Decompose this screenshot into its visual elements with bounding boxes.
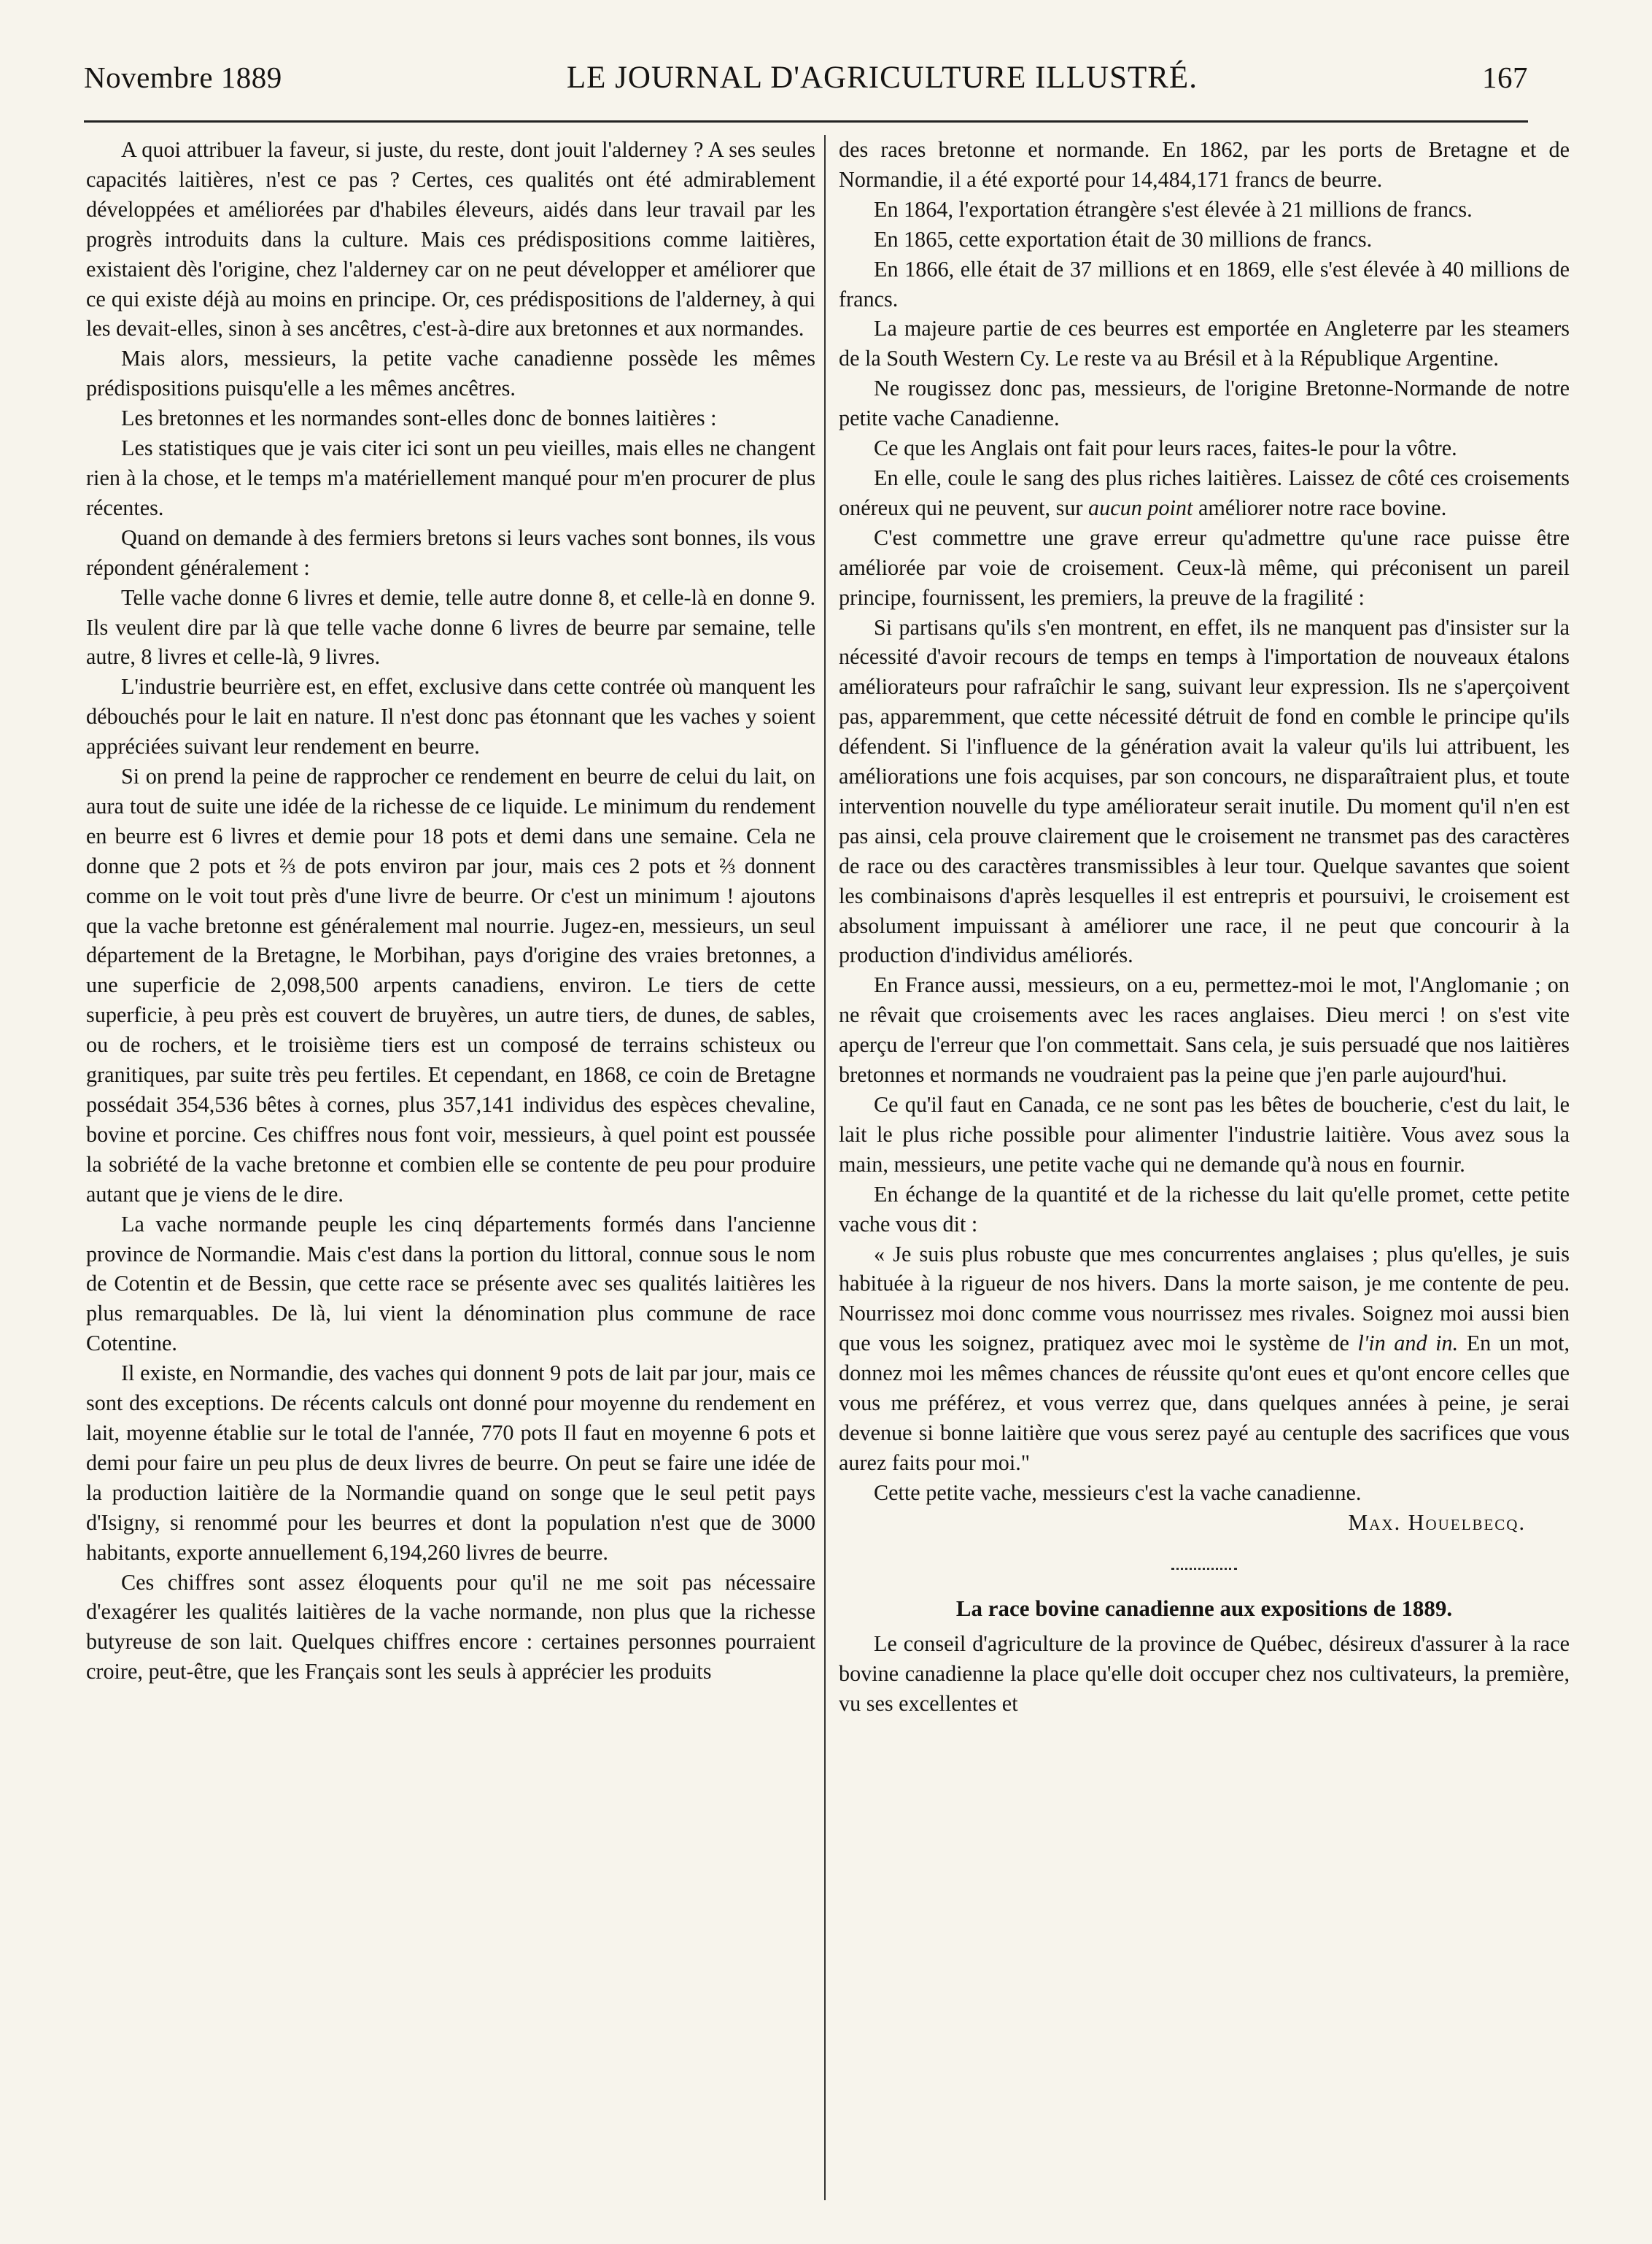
paragraph: En 1866, elle était de 37 millions et en 1869, elle s'est élevée à 40 millions de francs. — [839, 256, 1570, 312]
column-divider — [824, 135, 826, 2200]
text-run: En un mot, donnez moi les mêmes chances de réussite qu'ont eues et qu'ont encore celles que vous me préférez, et vous verrez que, dans quelques années à peine, je serai devenue si bonne laitière que vous serez payé au centuple des sacrifices que vous aurez faits pour moi." — [839, 1331, 1570, 1475]
emphasis: aucun point — [1088, 495, 1193, 520]
paragraph: Le conseil d'agriculture de la province de Québec, désireux d'assurer à la race bovine canadienne la place qu'elle doit occuper chez nos cultivateurs, la première, vu ses excellentes et — [839, 1631, 1570, 1717]
paragraph: Ce que les Anglais ont fait pour leurs races, faites-le pour la vôtre. — [874, 436, 1457, 461]
paragraph: Quand on demande à des fermiers bretons si leurs vaches sont bonnes, ils vous répondent généralement : — [86, 525, 815, 580]
paragraph: C'est commettre une grave erreur qu'admettre qu'une race puisse être améliorée par voie de croisement. Ceux-là même, qui préconisent un pareil principe, fournissent, les premiers, la preuve de la fragilité : — [839, 525, 1570, 610]
emphasis: l'in and in. — [1357, 1331, 1459, 1356]
paragraph: L'industrie beurrière est, en effet, exclusive dans cette contrée où manquent les débouchés pour le lait en nature. Il n'est donc pas étonnant que les vaches y soient appréciées suivant leur rendement en beurre. — [86, 674, 815, 759]
paragraph: Si partisans qu'ils s'en montrent, en effet, ils ne manquent pas d'insister sur la nécessité d'avoir recours de temps en temps à l'importation de nouveaux étalons améliorateurs pour rafraîchir le sang, suivant leur expression. Ils ne s'aperçoivent pas, apparemment, que cette nécessité détruit de fond en comble le principe qu'ils défendent. Si l'influence de la génération avait la valeur qu'ils lui attribuent, les améliorations une fois acquises, par son concours, ne disparaîtraient plus, et toute intervention nouvelle du type améliorateur serait inutile. Du moment qu'il n'en est pas ainsi, cela prouve clairement que le croisement ne transmet pas des caractères de race ou des caractères transmissibles à leur tour. Quelque savantes que soient les combinaisons d'après lesquelles il est entrepris et poursuivi, le croisement est absolument impuissant à améliorer une race, il ne peut que concourir à la production d'individus améliorés. — [839, 614, 1570, 968]
header-rule — [84, 120, 1528, 123]
right-column — [839, 135, 1570, 2200]
paragraph: Ces chiffres sont assez éloquents pour qu'il ne me soit pas nécessaire d'exagérer les qualités laitières de la vache normande, non plus que la richesse butyreuse de son lait. Quelques chiffres encore : certaines personnes pourraient croire, peut-être, que les Français sont les seuls à apprécier les produits — [86, 1569, 815, 1684]
paragraph: La vache normande peuple les cinq départements formés dans l'ancienne province de Normandie. Mais c'est dans la portion du littoral, connue sous le nom de Cotentin et de Bessin, que cette race se présente avec ses qualités laitières les plus remarquables. De là, lui vient la dénomination plus commune de race Cotentine. — [86, 1211, 815, 1356]
paragraph: En France aussi, messieurs, on a eu, permettez-moi le mot, l'Anglomanie ; on ne rêvait que croisements avec les races anglaises. Dieu merci ! on s'est vite aperçu de l'erreur que l'on commettait. Sans cela, je suis persuadé que nos laitières bretonnes et normands ne voudraient pas la peine que j'en parle aujourd'hui. — [839, 972, 1570, 1088]
paragraph: Il existe, en Normandie, des vaches qui donnent 9 pots de lait par jour, mais ce sont des exceptions. De récents calculs ont donné pour moyenne du rendement en lait, moyenne établie sur le total de l'année, 770 pots Il faut en moyenne 6 pots et demi pour faire un peu plus de deux livres de beurre. On peut se faire une idée de la production laitière de la Normandie quand on songe que le seul petit pays d'Isigny, si renommé pour les beurres et dont la population n'est que de 3000 habitants, exporte annuellement 6,194,260 livres de beurre. — [86, 1361, 815, 1565]
paragraph: Cette petite vache, messieurs c'est la vache canadienne. — [874, 1479, 1362, 1505]
paragraph: Si on prend la peine de rapprocher ce rendement en beurre de celui du lait, on aura tout de suite une idée de la richesse de ce liquide. Le minimum du rendement en beurre est 6 livres et demie pour 18 pots et demi dans une semaine. Cela ne donne que 2 pots et ⅔ de pots environ par jour, mais ces 2 pots et ⅔ donnent comme on le voit tout près d'une livre de beurre. Or c'est un minimum ! ajoutons que la vache bretonne est généralement mal nourrie. Jugez-en, messieurs, un seul département de la Bretagne, le Morbihan, pays d'origine des vraies bretonnes, a une superficie de 2,098,500 arpents canadiens, environ. Le tiers de cette superficie, à peu près est couvert de bruyères, un autre tiers, de dunes, de sables, ou de rochers, et le troisième tiers est un composé de terrains schisteux ou granitiques, par suite très peu fertiles. Et cependant, en 1868, ce coin de Bretagne possédait 354,536 bêtes à cornes, plus 357,141 individus des espèces chevaline, bovine et porcine. Ces chiffres nous font voir, messieurs, à quel point est poussée la sobriété de la vache bretonne et combien elle se contente de peu pour produire autant que je viens de le dire. — [86, 764, 815, 1207]
text-run: améliorer notre race bovine. — [1198, 495, 1447, 520]
header-date: Novembre 1889 — [84, 61, 282, 94]
paragraph — [839, 463, 1570, 523]
page-number: 167 — [1482, 61, 1528, 94]
paragraph: En 1865, cette exportation était de 30 millions de francs. — [874, 226, 1373, 252]
paragraph: Les bretonnes et les normandes sont-elles donc de bonnes laitières : — [121, 406, 717, 431]
paragraph: Mais alors, messieurs, la petite vache canadienne possède les mêmes prédispositions puisqu'elle a les mêmes ancêtres. — [86, 346, 815, 401]
paragraph: Ce qu'il faut en Canada, ce ne sont pas les bêtes de boucherie, c'est du lait, le lait le plus riche possible pour alimenter l'industrie laitière. Vous avez sous la main, messieurs, une petite vache qui ne demande qu'à nous en fournir. — [839, 1092, 1570, 1177]
page-header — [84, 60, 1528, 104]
paragraph: Telle vache donne 6 livres et demie, telle autre donne 8, et celle-là en donne 9. Ils veulent dire par là que telle vache donne 6 livres de beurre par semaine, telle autre, 8 livres et celle-là, 9 livres. — [86, 584, 815, 670]
paragraph: Les statistiques que je vais citer ici sont un peu vieilles, mais elles ne changent rien à la chose, et le temps m'a matériellement manqué pour m'en procurer de plus récentes. — [86, 436, 815, 520]
paragraph: A quoi attribuer la faveur, si juste, du reste, dont jouit l'alderney ? A ses seules capacités laitières, n'est ce pas ? Certes, ces qualités ont été admirablement développées et améliorées par d'habiles éleveurs, aidés dans leur travail par les progrès introduits dans la culture. Mais ces prédispositions comme laitières, existaient dès l'origine, chez l'alderney car on ne peut développer et améliorer que ce qui existe déjà au moins en principe. Or, ces prédispositions de l'alderney, à qui les devait-elles, sinon à ses ancêtres, c'est-à-dire aux bretonnes et aux normandes. — [86, 137, 815, 341]
left-column — [86, 135, 815, 2200]
quote-paragraph — [839, 1239, 1570, 1478]
paragraph: En échange de la quantité et de la richesse du lait qu'elle promet, cette petite vache vous dit : — [839, 1181, 1570, 1237]
journal-title: LE JOURNAL D'AGRICULTURE ILLUSTRÉ. — [566, 61, 1198, 95]
paragraph: En 1864, l'exportation étrangère s'est élevée à 21 millions de francs. — [874, 196, 1473, 222]
paragraph: Ne rougissez donc pas, messieurs, de l'origine Bretonne-Normande de notre petite vache Canadienne. — [839, 376, 1570, 431]
text-run: En elle, coule le sang des plus riches laitières. Laissez de côté ces croisements onéreux qui ne peuvent, sur — [839, 465, 1570, 520]
paragraph: des races bretonne et normande. En 1862, par les ports de Bretagne et de Normandie, il a été exporté pour 14,484,171 francs de beurre. — [839, 137, 1570, 192]
paragraph: La majeure partie de ces beurres est emportée en Angleterre par les steamers de la South Western Cy. Le reste va au Brésil et à la République Argentine. — [839, 316, 1570, 371]
separator — [839, 1548, 1570, 1578]
signature: Max. Houelbecq. — [1348, 1509, 1526, 1535]
section-title: La race bovine canadienne aux expositions de 1889. — [955, 1595, 1453, 1621]
text-run: « Je suis plus robuste que mes concurrentes anglaises ; plus qu'elles, je suis habituée à la rigueur de nos hivers. Dans la morte saison, je me contente de peu. Nourrissez moi donc comme vous nourrissez mes rivales. Soignez moi aussi bien que vous les soignez, pratiquez avec moi le système de — [839, 1241, 1570, 1356]
